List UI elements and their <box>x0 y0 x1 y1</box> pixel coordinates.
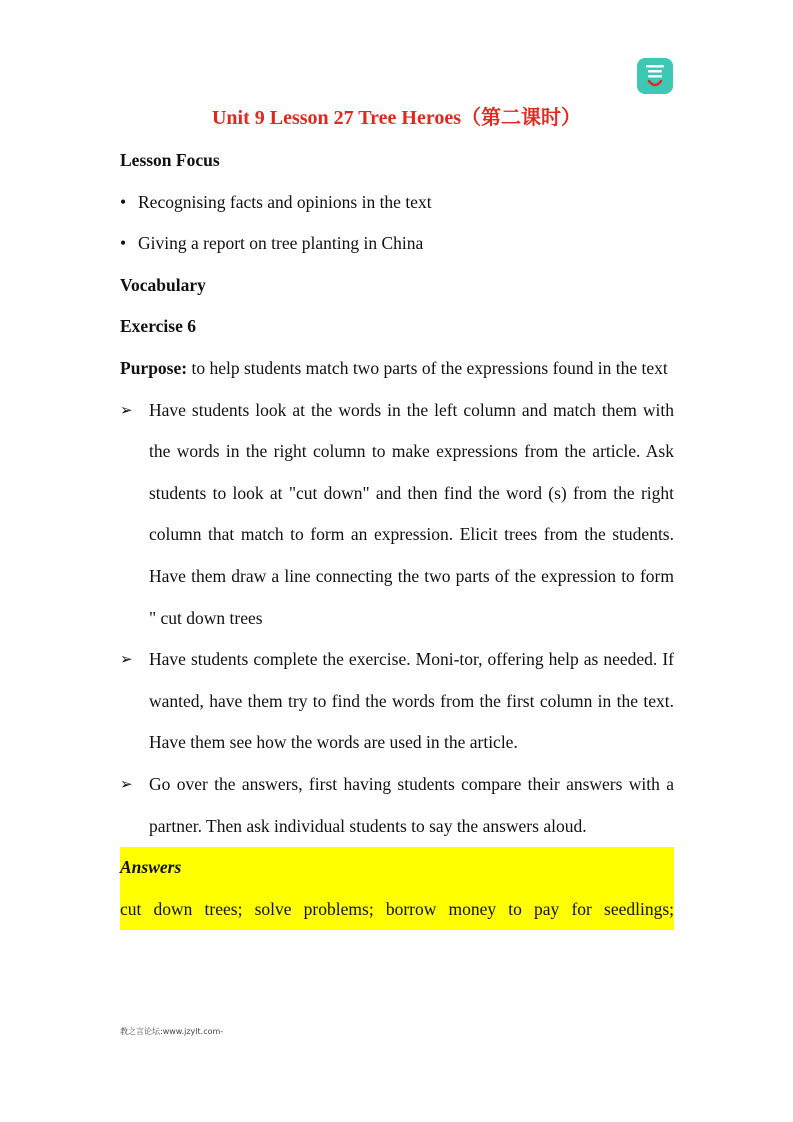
arrow-bullet-icon: ➢ <box>120 400 133 419</box>
footer-text: 教之言论坛:www.jzylt.com- <box>120 1027 224 1036</box>
step-item <box>120 764 674 847</box>
arrow-bullet-icon: ➢ <box>120 650 133 669</box>
purpose-label: Purpose: <box>120 357 188 378</box>
exercise-heading: Exercise 6 <box>120 316 196 337</box>
list-item-text: Recognising facts and opinions in the text <box>138 191 432 212</box>
answers-box <box>120 847 674 930</box>
answers-heading: Answers <box>120 857 182 878</box>
step-item <box>120 639 674 764</box>
purpose-text: to help students match two parts of the expressions found in the text <box>187 357 668 378</box>
answers-text: cut down trees; solve problems; borrow money to pay for seedlings; <box>120 898 674 919</box>
logo-icon <box>637 58 673 94</box>
list-item <box>120 223 674 265</box>
list-item <box>120 182 674 224</box>
document-body <box>120 140 674 930</box>
step-text: Go over the answers, first having students compare their answers with a partner. Then ask individual students to say the answers aloud. <box>149 773 674 836</box>
bullet-icon: • <box>120 191 127 212</box>
vocabulary-heading: Vocabulary <box>120 274 206 295</box>
bullet-icon: • <box>120 233 127 254</box>
list-item-text: Giving a report on tree planting in China <box>138 233 424 254</box>
purpose-paragraph <box>120 348 674 390</box>
lesson-focus-heading: Lesson Focus <box>120 150 220 170</box>
step-item <box>120 390 674 640</box>
page-title: Unit 9 Lesson 27 Tree Heroes（第二课时） <box>211 107 582 129</box>
arrow-bullet-icon: ➢ <box>120 774 133 793</box>
step-text: Have students look at the words in the left column and match them with the words in the right column to make expressions from the article. Ask students to look at "cut down" and then find the word (s) from the right column that match to form an expression. Elicit trees from the students. Have them draw a line connecting the two parts of the expression to form " cut down trees <box>149 399 674 628</box>
step-text: Have students complete the exercise. Moni-tor, offering help as needed. If wanted, have them try to find the words from the first column in the text. Have them see how the words are used in the article. <box>149 649 674 753</box>
